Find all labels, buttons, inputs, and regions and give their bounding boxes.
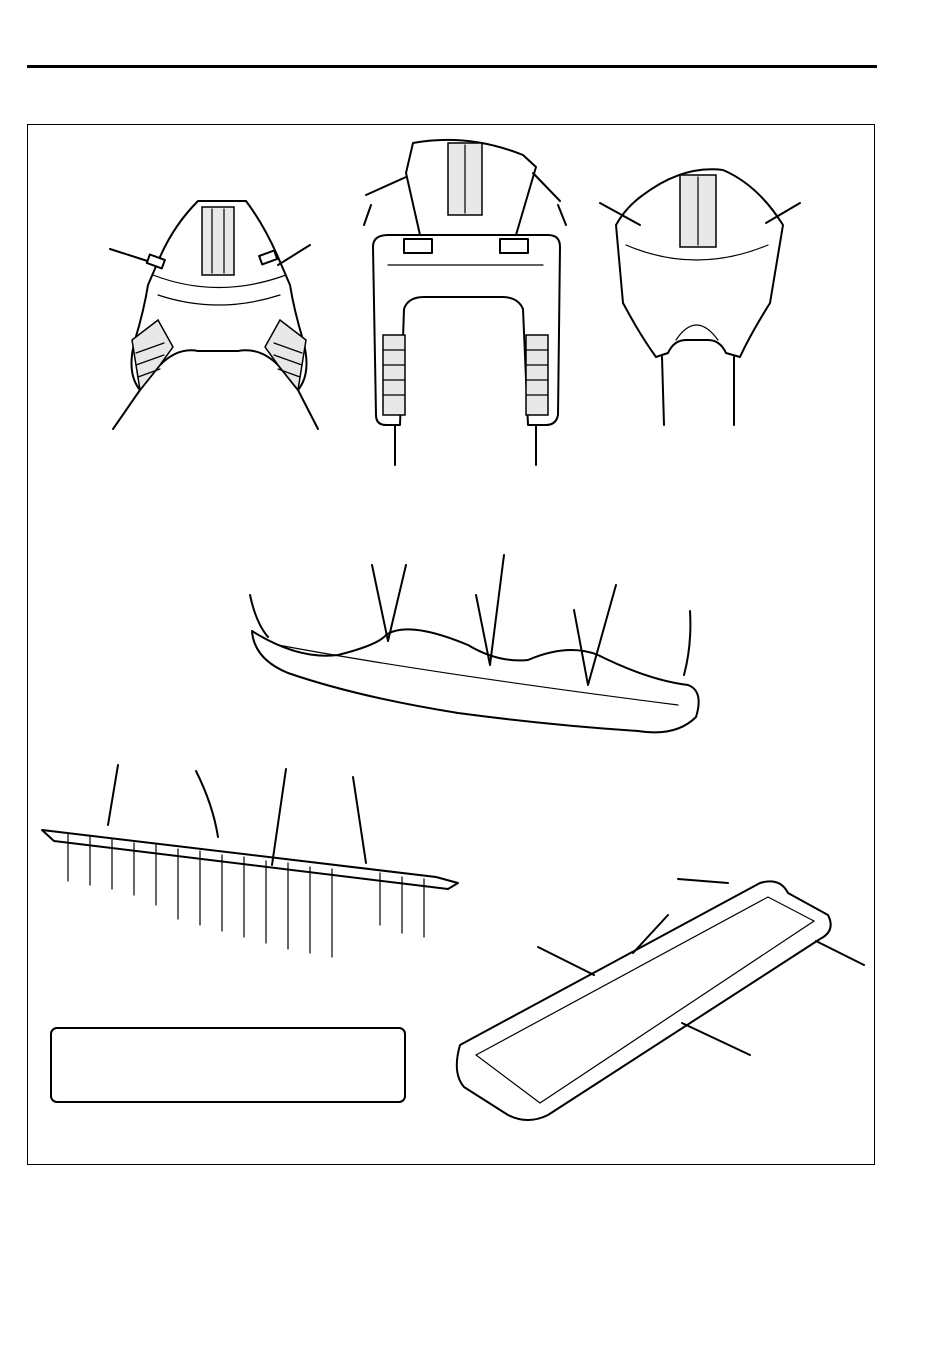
caption-box	[50, 1027, 406, 1103]
toilet-sling-illustration	[364, 140, 566, 465]
long-sling-illustration	[250, 555, 699, 732]
general-purpose-sling-illustration	[110, 201, 318, 429]
figure-frame	[27, 124, 875, 1165]
hammock-sling-illustration	[600, 169, 800, 425]
scoop-stretcher-illustration	[457, 879, 864, 1120]
strap-stretcher-illustration	[42, 765, 458, 957]
header-rule	[27, 65, 877, 68]
illustration-canvas	[28, 125, 876, 1166]
